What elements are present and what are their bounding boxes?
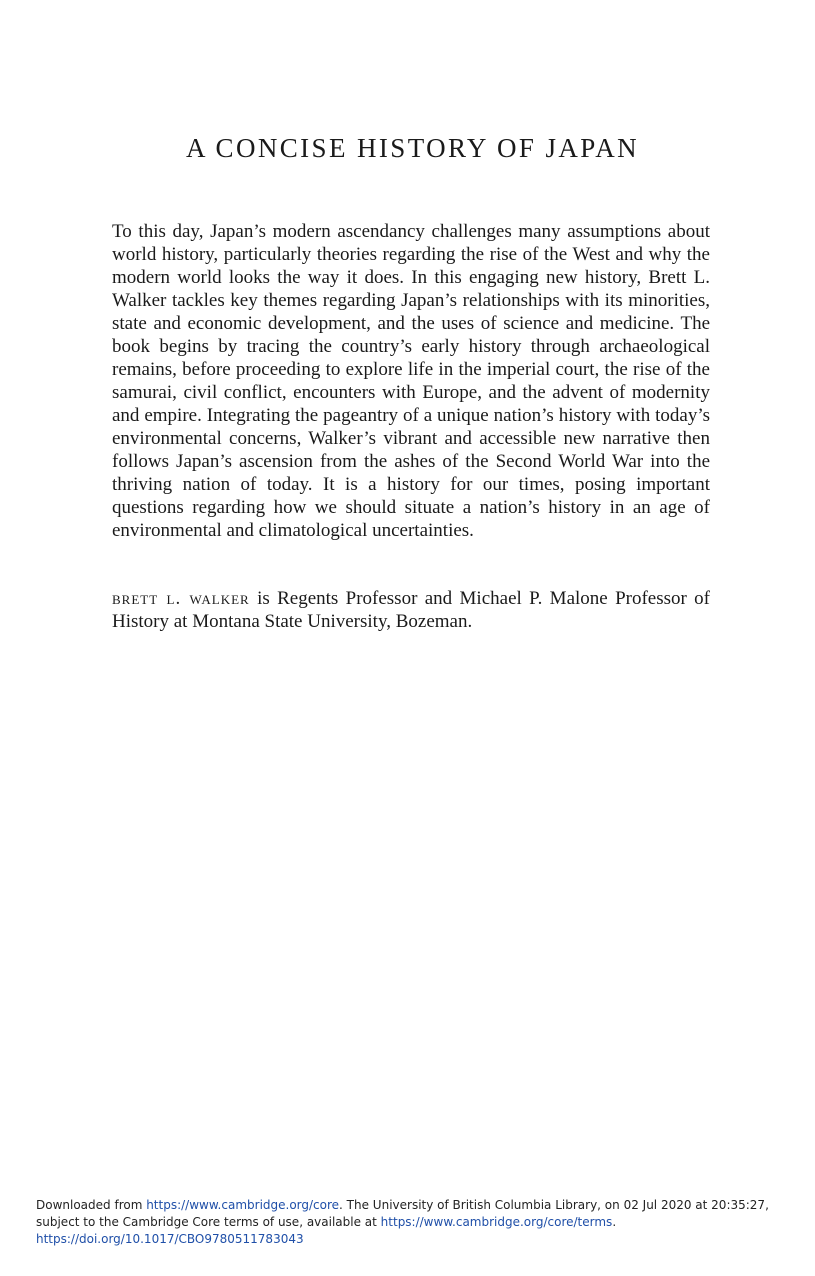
author-bio-text: is Regents Professor and Michael P. Malone Professor of History at Montana State University, Bozeman. — [112, 588, 711, 632]
book-description: To this day, Japan’s modern ascendancy challenges many assumptions about world history, particularly theories regarding the rise of the West and why the modern world looks the way it does. In this engaging new history, Brett L. Walker tackles key themes regarding Japan’s relationships with its minorities, state and economic development, and the uses of science and medicine. The book begins by tracing the country’s early history through archaeological remains, before proceeding to explore life in the imperial court, the rise of the samurai, civil conflict, encounters with Europe, and the advent of modernity and empire. Integrating the pageantry of a unique nation’s history with today’s environmental concerns, Walker’s vibrant and accessible new narrative then follows Japan’s ascension from the ashes of the Second World War into the thriving nation of today. It is a history for our times, posing important questions regarding how we should situate a nation’s history in an age of environmental and climatological uncertainties. — [112, 221, 710, 541]
page-title: A CONCISE HISTORY OF JAPAN — [185, 133, 639, 163]
footer-library-text: . The University of British Columbia Library, on 02 Jul 2020 at 20:35:27, subject to the Cambridge Core terms of use, available at — [36, 1198, 769, 1229]
author-name: brett l. walker — [112, 588, 250, 609]
author-bio — [112, 587, 710, 633]
doi-link[interactable]: https://doi.org/10.1017/CBO9780511783043 — [36, 1232, 304, 1246]
footer-downloaded-prefix: Downloaded from — [36, 1198, 147, 1212]
terms-link[interactable]: https://www.cambridge.org/core/terms — [380, 1215, 613, 1229]
cambridge-core-link[interactable]: https://www.cambridge.org/core — [146, 1198, 340, 1212]
footer-period: . — [612, 1215, 617, 1229]
download-footer — [36, 1197, 806, 1248]
